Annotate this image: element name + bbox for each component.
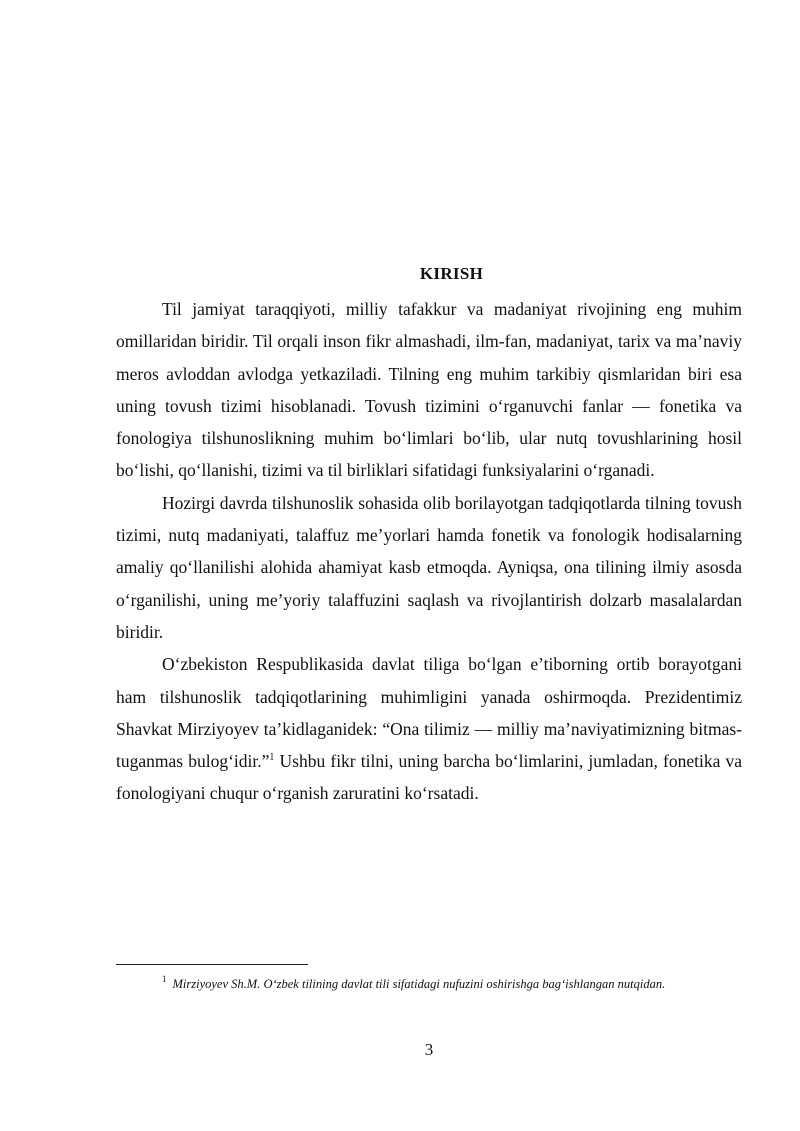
paragraph-3 [116,648,742,809]
page-number: 3 [424,1040,434,1059]
paragraph-2: Hozirgi davrda tilshunoslik sohasida olib borilayotgan tadqiqotlarda tilning tovush tizimi, nutq madaniyati, talaffuz me’yorlari hamda fonetik va fonologik hodisalarning amaliy qo‘llanilishi alohida ahamiyat kasb etmoqda. Ayniqsa, ona tilining ilmiy asosda o‘rganilishi, uning me’yoriy talaffuzini saqlash va rivojlantirish dolzarb masalalardan biridir. [116,492,742,642]
footnote-text: Mirziyoyev Sh.M. O‘zbek tilining davlat tili sifatidagi nufuzini oshirishga bag‘ishlangan nutqidan. [172,977,666,991]
footnote-marker: 1 [162,974,167,984]
footnote-separator [116,964,308,965]
paragraph-3-continuation: Ushbu fikr tilni, uning barcha bo‘limlarini, jumladan, fonetika va fonologiyani chuqur o‘rganish zaruratini ko‘rsatadi. [116,751,742,804]
main-text [116,293,742,810]
footnote [116,972,742,997]
section-heading: KIRISH [419,264,484,283]
paragraph-1: Til jamiyat taraqqiyoti, milliy tafakkur va madaniyat rivojining eng muhim omillaridan biridir. Til orqali inson fikr almashadi, ilm-fan, madaniyat, tarix va ma’naviy meros avloddan avlodga yetkaziladi. Tilning eng muhim tarkibiy qismlaridan biri esa uning tovush tizimi hisoblanadi. Tovush tizimini o‘rganuvchi fanlar — fonetika va fonologiya tilshunoslikning muhim bo‘limlari bo‘lib, ular nutq tovushlarining hosil bo‘lishi, qo‘llanishi, tizimi va til birliklari sifatidagi funksiyalarini o‘rganadi. [116,299,742,481]
footnote-reference[interactable]: 1 [269,752,275,764]
paragraph-3-text: O‘zbekiston Respublikasida davlat tiliga bo‘lgan e’tiborning ortib borayotgani ham tilshunoslik tadqiqotlarining muhimligini yanada oshirmoqda. Prezidentimiz Shavkat Mirziyoyev ta’kidlaganidek: “Ona tilimiz — milliy ma’naviyatimizning bitmas-tuganmas bulog‘idir.” [116,654,742,772]
